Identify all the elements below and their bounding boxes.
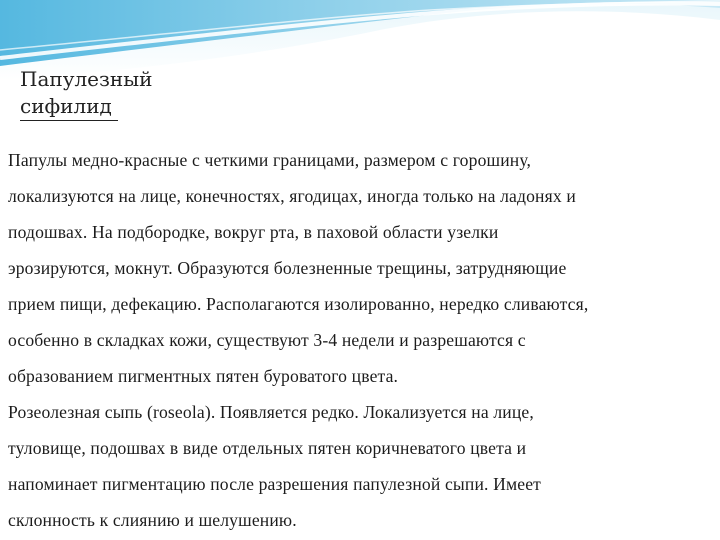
body-line: прием пищи, дефекацию. Располагаются изолированно, нередко сливаются, [8, 294, 589, 314]
body-line: напоминает пигментацию после разрешения папулезной сыпи. Имеет [8, 474, 541, 494]
slide-title-line-2: сифилид [20, 93, 118, 121]
slide-title [20, 66, 157, 121]
body-line: образованием пигментных пятен буроватого цвета. [8, 366, 399, 386]
body-line: Папулы медно-красные с четкими границами, размером с горошину, [8, 150, 532, 170]
body-line: локализуются на лице, конечностях, ягодицах, иногда только на ладонях и [8, 186, 576, 206]
body-line: подошвах. На подбородке, вокруг рта, в паховой области узелки [8, 222, 499, 242]
body-line: Розеолезная сыпь (roseola). Появляется редко. Локализуется на лице, [8, 402, 534, 422]
slide-title-line-1: Папулезный [20, 67, 153, 91]
body-line: эрозируются, мокнут. Образуются болезненные трещины, затрудняющие [8, 258, 567, 278]
body-line: склонность к слиянию и шелушению. [8, 510, 297, 530]
slide-body-text [8, 146, 718, 540]
body-line: особенно в складках кожи, существуют 3-4 недели и разрешаются с [8, 330, 526, 350]
body-line: туловище, подошвах в виде отдельных пятен коричневатого цвета и [8, 438, 527, 458]
